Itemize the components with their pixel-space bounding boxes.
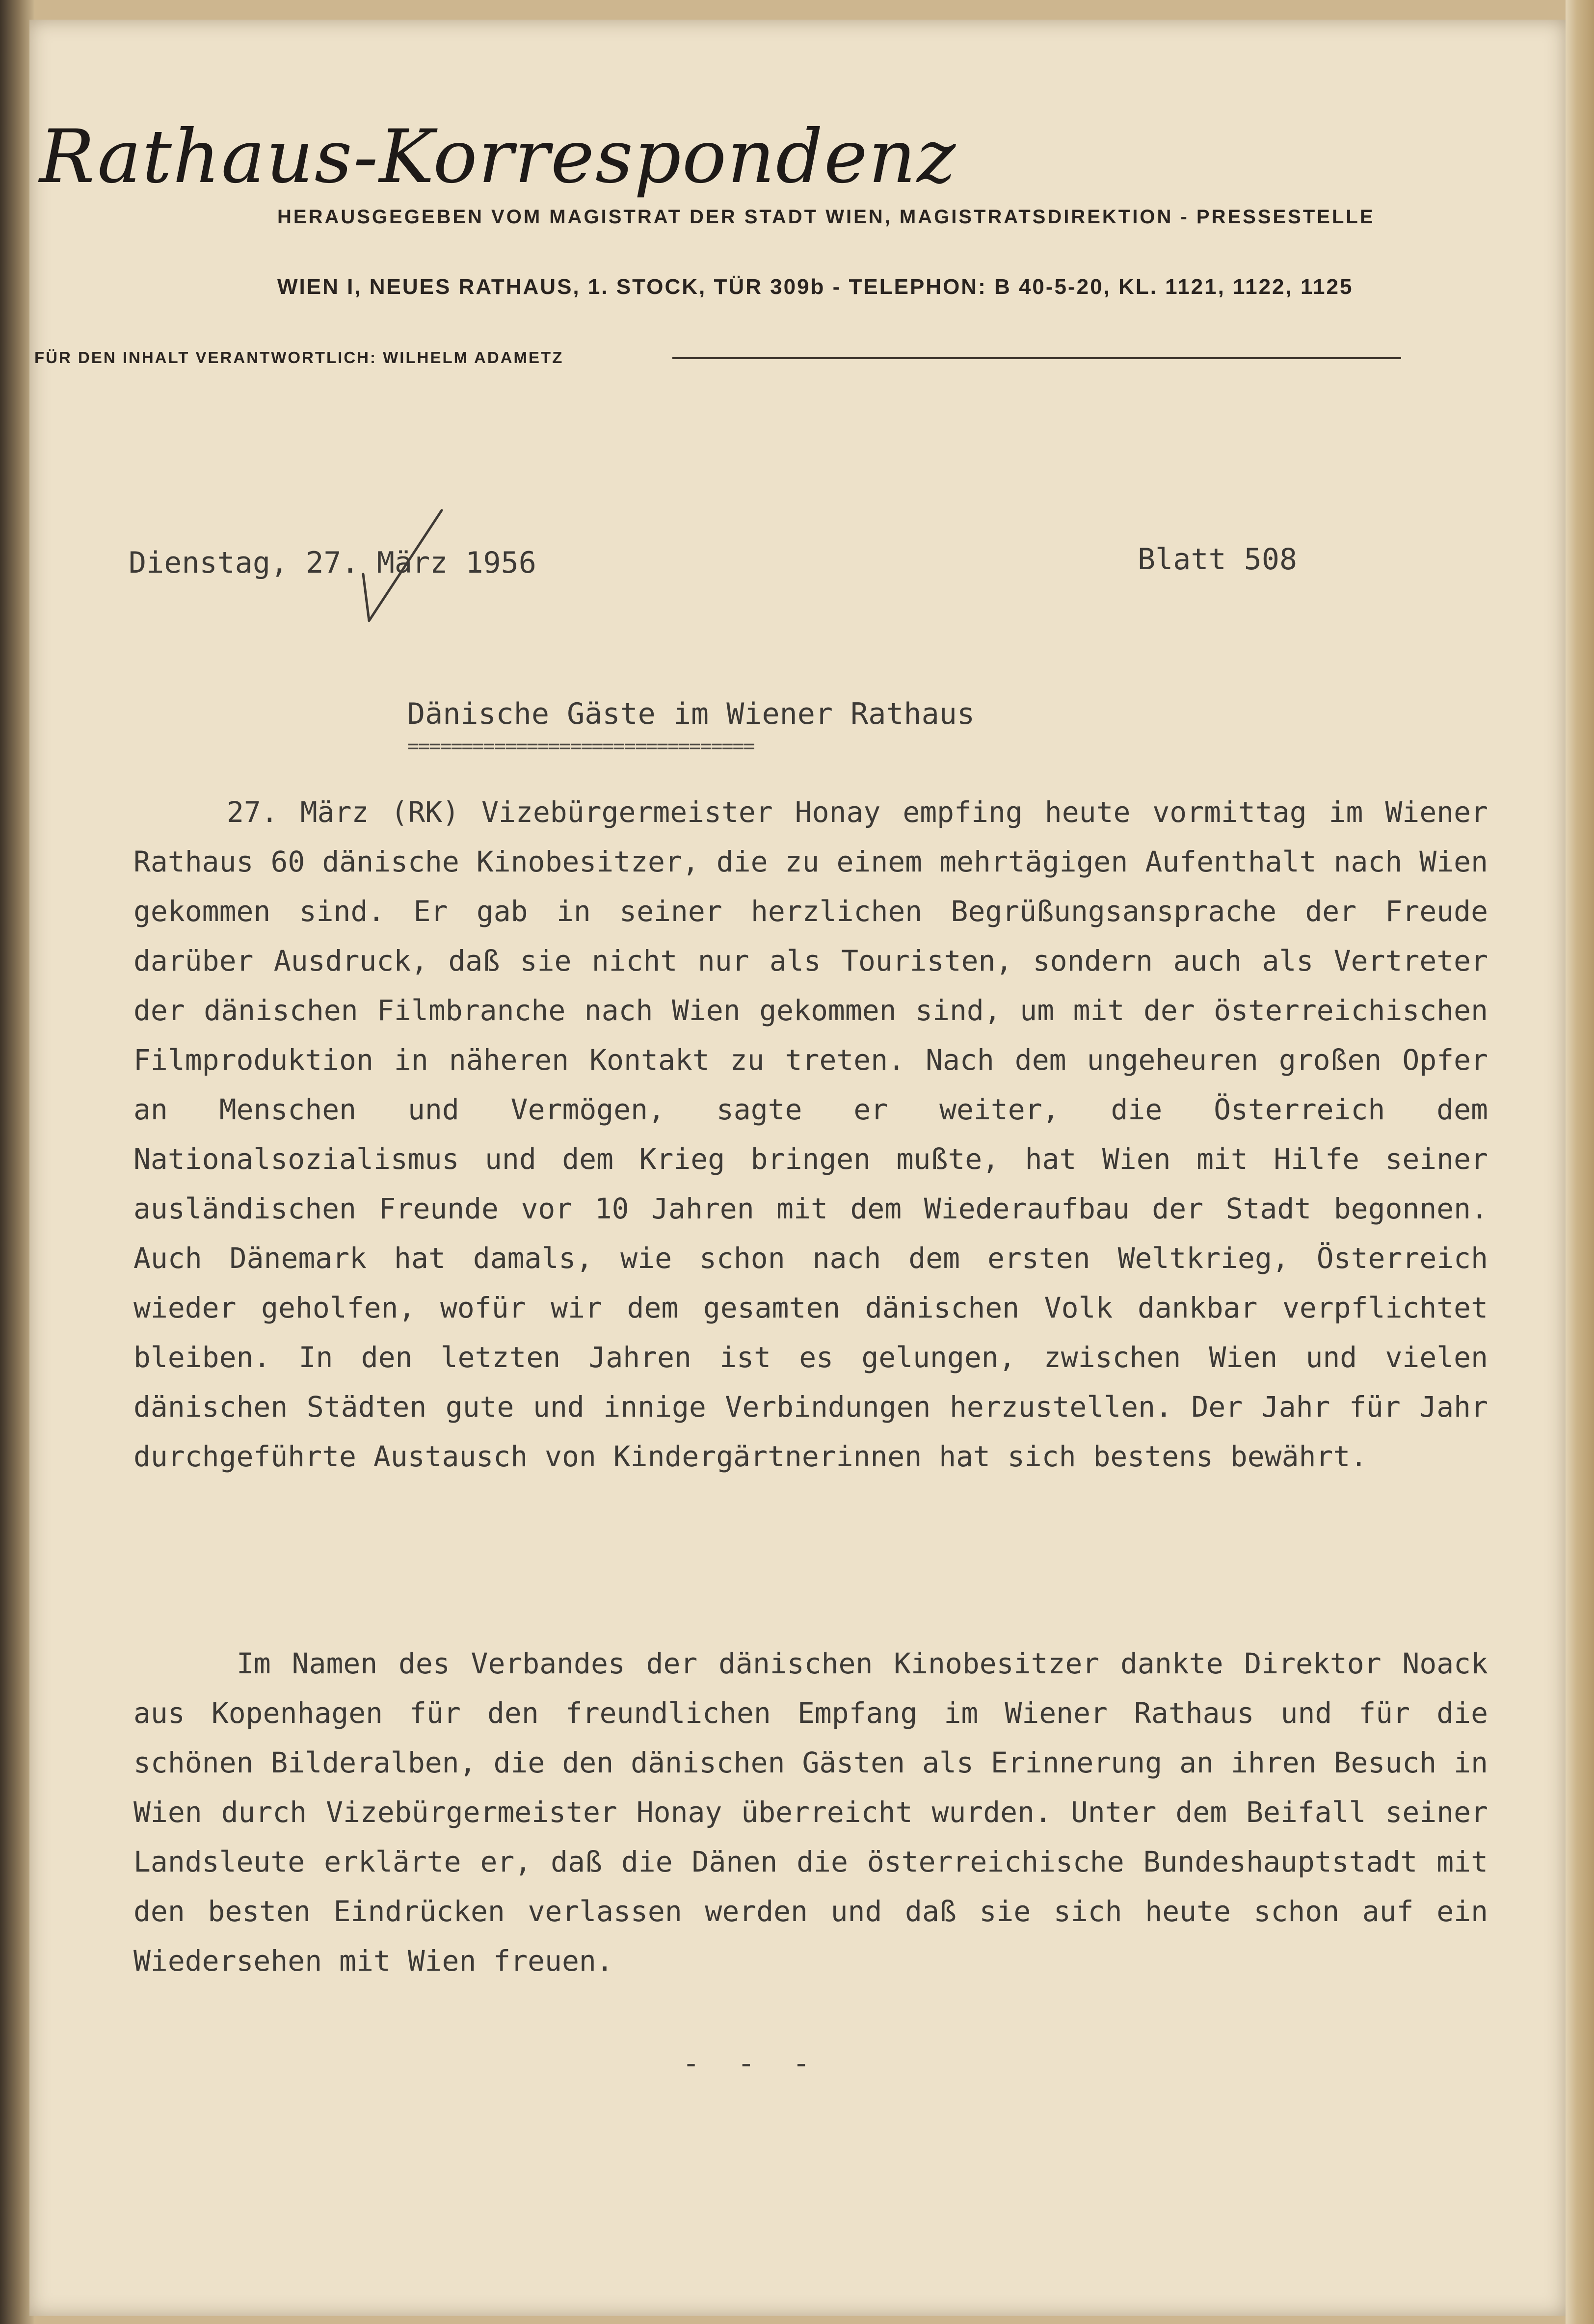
masthead-title: Rathaus-Korrespondenz xyxy=(39,114,957,200)
article-paragraph-1: 27. März (RK) Vizebürgermeister Honay empfing heute vormittag im Wiener Rathaus 60 dänische Kinobesitzer, die zu einem mehrtägigen Aufenthalt nach Wien gekommen sind. Er gab in seiner herzlichen Begrüßungsansprache der Freude darüber Ausdruck, daß sie nicht nur als Touristen, sondern auch als Vertreter der dänischen Filmbranche nach Wien gekommen sind, um mit der österreichischen Filmproduktion in näheren Kontakt zu treten. Nach dem ungeheuren großen Opfer an Menschen und Vermögen, sagte er weiter, die Österreich dem Nationalsozialismus und dem Krieg bringen mußte, hat Wien mit Hilfe seiner ausländischen Freunde vor 10 Jahren mit dem Wiederaufbau der Stadt begonnen. Auch Dänemark hat damals, wie schon nach dem ersten Weltkrieg, Österreich wieder geholfen, wofür wir dem gesamten dänischen Volk dankbar verpflichtet bleiben. In den letzten Jahren ist es gelungen, zwischen Wien und vielen dänischen Städten gute und innige Verbindungen herzustellen. Der Jahr für Jahr durchgeführte Austausch von Kindergärtnerinnen hat sich bestens bewährt. xyxy=(133,795,1488,1473)
article-paragraph-2: Im Namen des Verbandes der dänischen Kinobesitzer dankte Direktor Noack aus Kopenhagen für den freundlichen Empfang im Wiener Rathaus und für die schönen Bilderalben, die den dänischen Gästen als Erinnerung an ihren Besuch in Wien durch Vizebürgermeister Honay überreicht wurden. Unter dem Beifall seiner Landsleute erklärte er, daß die Dänen die österreichische Bundeshauptstadt mit den besten Eindrücken verlassen werden und daß sie sich heute schon auf ein Wiedersehen mit Wien freuen. xyxy=(133,1647,1488,1978)
handwritten-checkmark-icon xyxy=(344,505,456,628)
address-line: WIEN I, NEUES RATHAUS, 1. STOCK, TÜR 309b - TELEPHON: B 40-5-20, KL. 1121, 1122, 1125 xyxy=(277,275,1354,299)
publisher-line: HERAUSGEGEBEN VOM MAGISTRAT DER STADT WIEN, MAGISTRATSDIREKTION - PRESSESTELLE xyxy=(277,206,1375,228)
date-line: Dienstag, 27. März 1956 xyxy=(129,546,536,580)
article-title: Dänische Gäste im Wiener Rathaus xyxy=(407,697,975,731)
end-mark: - - - xyxy=(682,2046,820,2081)
sheet-number: Blatt 508 xyxy=(1138,542,1298,577)
title-underline: ================================ xyxy=(407,735,754,758)
page-edge xyxy=(1566,0,1594,2324)
responsible-line: FÜR DEN INHALT VERANTWORTLICH: WILHELM ADAMETZ xyxy=(34,348,564,367)
header-rule xyxy=(672,357,1401,359)
